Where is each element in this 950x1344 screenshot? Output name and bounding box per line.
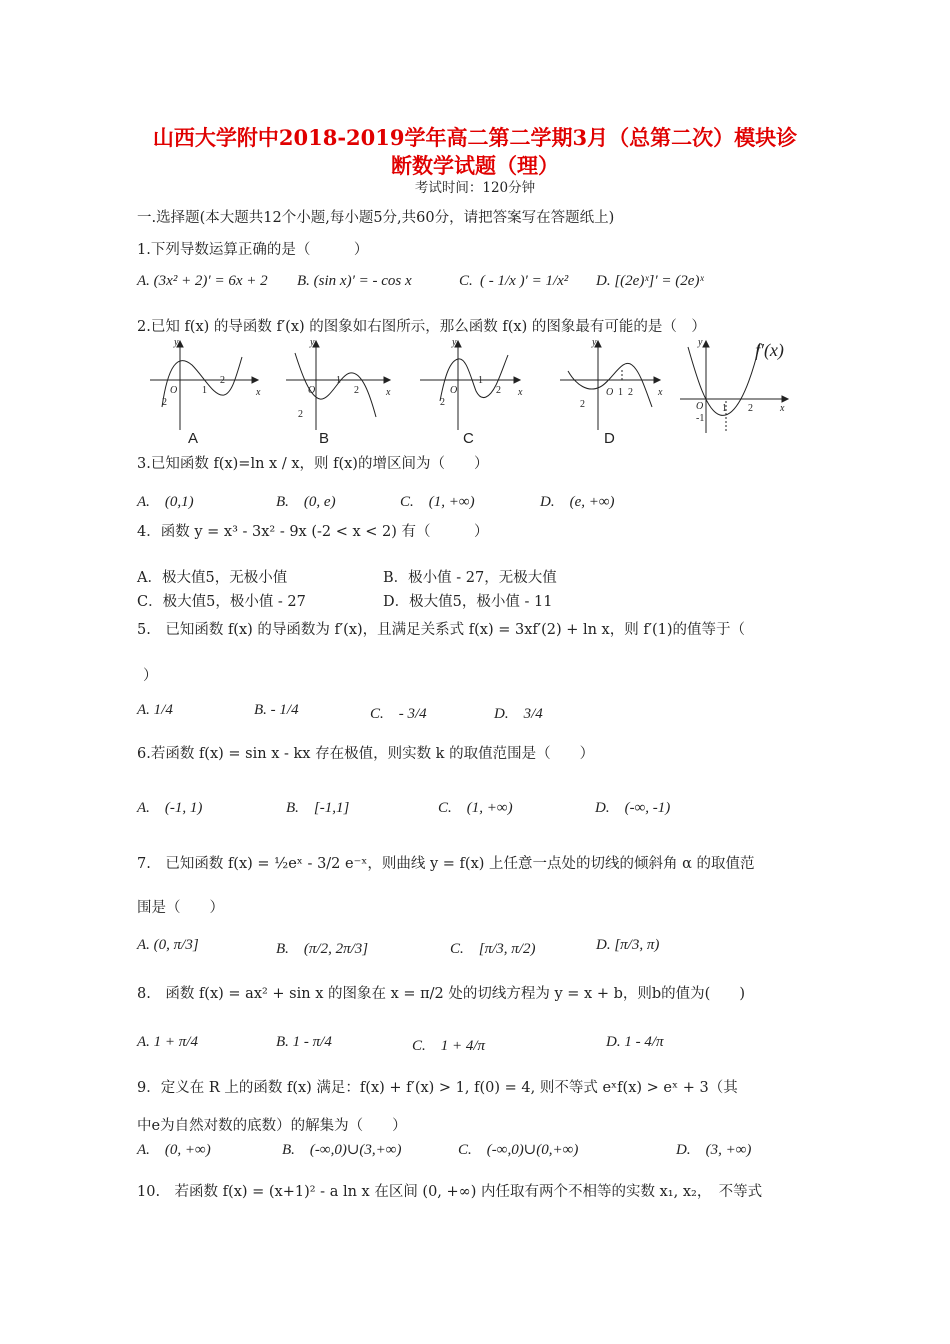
q9-stem-2: 中e为自然对数的底数）的解集为（ ） — [137, 1118, 407, 1134]
q8-option-a: A. 1 + π/4 — [137, 1034, 198, 1050]
q7-option-c: C. [π/3, π/2) — [450, 941, 536, 957]
q5-option-a: A. 1/4 — [137, 702, 173, 718]
q3-stem: 3.已知函数 f(x)=ln x / x，则 f(x)的增区间为（ ） — [137, 456, 489, 472]
q3-option-c: C. (1, +∞) — [400, 494, 475, 510]
svg-text:y: y — [698, 337, 703, 348]
q5-stem-end: ） — [143, 668, 158, 684]
q3-option-a: A. (0,1) — [137, 494, 194, 510]
q8-option-c: C. 1 + 4/π — [412, 1038, 486, 1054]
svg-text:2: 2 — [580, 399, 585, 410]
svg-text:1: 1 — [722, 403, 727, 414]
q6-option-c: C. (1, +∞) — [438, 800, 513, 816]
q8-option-d: D. 1 - 4/π — [606, 1034, 664, 1050]
svg-text:2: 2 — [496, 385, 501, 396]
q1-option-b: B. (sin x)′ = - cos x — [297, 273, 412, 289]
page-title-line2: 断数学试题（理） — [391, 153, 559, 178]
svg-text:x: x — [386, 387, 391, 398]
q3-option-d: D. (e, +∞) — [540, 494, 615, 510]
q4-stem: 4．函数 y = x³ - 3x² - 9x (-2 < x < 2) 有（ ） — [137, 524, 489, 540]
q5-stem: 5. 已知函数 f(x) 的导函数为 f′(x)，且满足关系式 f(x) = 3xf′(2) + ln x，则 f′(1)的值等于（ — [137, 622, 746, 638]
q5-option-c: C. - 3/4 — [370, 706, 427, 722]
svg-text:x: x — [658, 387, 663, 398]
q4-option-a: A．极大值5，无极小值 — [137, 570, 288, 586]
svg-text:y: y — [310, 337, 315, 348]
svg-text:1: 1 — [478, 375, 483, 386]
page-title-line1: 山西大学附中2018-2019学年高二第二学期3月（总第二次）模块诊 — [152, 125, 798, 150]
graph-d — [560, 341, 660, 430]
svg-text:2: 2 — [354, 385, 359, 396]
q7-option-a: A. (0, π/3] — [137, 937, 199, 953]
q2-label-a: A — [188, 430, 199, 447]
q9-option-a: A. (0, +∞) — [137, 1142, 211, 1158]
svg-text:y: y — [452, 337, 457, 348]
q9-option-d: D. (3, +∞) — [676, 1142, 752, 1158]
q9-option-b: B. (-∞,0)∪(3,+∞) — [282, 1142, 402, 1158]
svg-text:O: O — [696, 401, 704, 412]
svg-text:2: 2 — [162, 397, 167, 408]
q7-option-d: D. [π/3, π) — [596, 937, 660, 953]
q8-stem: 8. 函数 f(x) = ax² + sin x 的图象在 x = π/2 处的切线方程为 y = x + b，则b的值为( ) — [137, 986, 745, 1002]
q9-option-c: C. (-∞,0)∪(0,+∞) — [458, 1142, 579, 1158]
q7-option-b: B. (π/2, 2π/3] — [276, 941, 369, 957]
q1-option-d: D. [(2e)ˣ]′ = (2e)ˣ — [596, 273, 704, 289]
svg-text:1: 1 — [202, 385, 207, 396]
q3-option-b: B. (0, e) — [276, 494, 336, 510]
q8-option-b: B. 1 - π/4 — [276, 1034, 332, 1050]
svg-text:x: x — [780, 403, 785, 414]
q4-option-d: D．极大值5，极小值 - 11 — [383, 594, 553, 610]
q4-option-b: B．极小值 - 27，无极大值 — [383, 570, 557, 586]
q2-label-d: D — [604, 430, 615, 447]
svg-text:2: 2 — [440, 397, 445, 408]
q6-option-b: B. [-1,1] — [286, 800, 350, 816]
svg-text:x: x — [518, 387, 523, 398]
svg-text:1: 1 — [618, 387, 623, 398]
svg-text:O: O — [450, 385, 458, 396]
q1-stem: 1.下列导数运算正确的是（ ） — [137, 242, 369, 258]
svg-text:O: O — [606, 387, 614, 398]
svg-text:y: y — [174, 337, 179, 348]
q5-option-b: B. - 1/4 — [254, 702, 299, 718]
section-heading: 一.选择题(本大题共12个小题,每小题5分,共60分，请把答案写在答题纸上) — [137, 210, 615, 226]
q2-stem: 2.已知 f(x) 的导函数 f′(x) 的图象如右图所示，那么函数 f(x) 的图象最有可能的是（ ） — [137, 319, 706, 335]
q2-label-b: B — [319, 430, 330, 447]
svg-text:2: 2 — [748, 403, 753, 414]
exam-time: 考试时间：120分钟 — [414, 180, 536, 196]
q7-stem-2: 围是（ ） — [137, 900, 224, 916]
q2-label-c: C — [463, 430, 474, 447]
q4-option-c: C．极大值5，极小值 - 27 — [137, 594, 306, 610]
svg-text:O: O — [308, 385, 316, 396]
q1-option-c: ( - 1/x )′ = 1/x² — [480, 273, 569, 289]
svg-text:2: 2 — [298, 409, 303, 420]
q9-stem: 9．定义在 R 上的函数 f(x) 满足：f(x) + f′(x) > 1, f(0) = 4, 则不等式 eˣf(x) > eˣ + 3（其 — [137, 1080, 738, 1096]
svg-text:2: 2 — [628, 387, 633, 398]
graph-c — [420, 341, 520, 430]
svg-text:1: 1 — [336, 375, 341, 386]
fprime-label: f′(x) — [755, 340, 784, 360]
svg-text:x: x — [256, 387, 261, 398]
q1-option-a: A. (3x² + 2)′ = 6x + 2 — [137, 273, 268, 289]
q6-stem: 6.若函数 f(x) = sin x - kx 存在极值，则实数 k 的取值范围是（ ） — [137, 746, 595, 762]
svg-text:y: y — [592, 337, 597, 348]
q5-option-d: D. 3/4 — [494, 706, 543, 722]
q1-option-c-prefix: C. — [459, 273, 473, 289]
q7-stem: 7. 已知函数 f(x) = ½eˣ - 3/2 e⁻ˣ，则曲线 y = f(x) 上任意一点处的切线的倾斜角 α 的取值范 — [137, 856, 755, 872]
svg-text:2: 2 — [220, 375, 225, 386]
q2-graphs — [140, 335, 800, 435]
q6-option-a: A. (-1, 1) — [137, 800, 203, 816]
q6-option-d: D. (-∞, -1) — [595, 800, 671, 816]
svg-text:-1: -1 — [696, 413, 705, 424]
svg-text:O: O — [170, 385, 178, 396]
q10-stem: 10. 若函数 f(x) = (x+1)² - a ln x 在区间 (0, +∞) 内任取有两个不相等的实数 x₁, x₂， 不等式 — [137, 1184, 763, 1200]
